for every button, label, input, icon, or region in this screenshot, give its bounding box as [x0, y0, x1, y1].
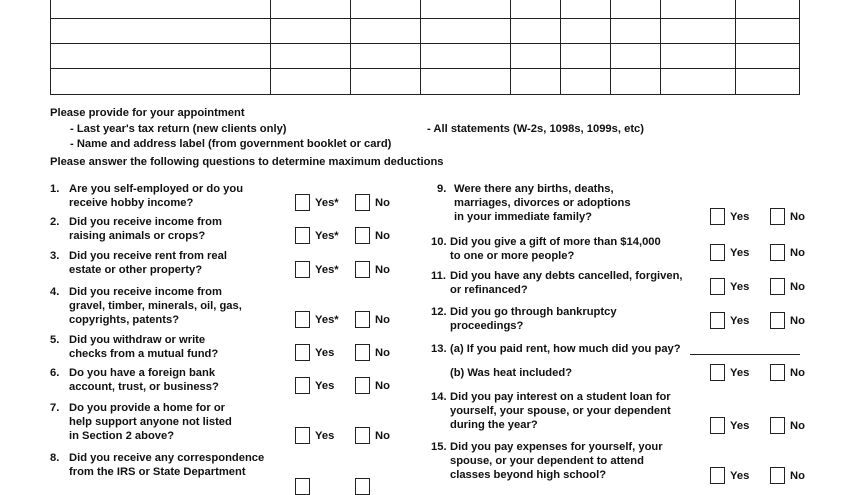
questions-heading: Please answer the following questions to determine maximum deductions — [50, 156, 444, 168]
question-text: from the IRS or State Department — [69, 466, 246, 478]
yes-label: Yes — [315, 430, 335, 442]
yes-checkbox[interactable] — [710, 417, 725, 434]
yes-label: Yes — [730, 247, 750, 259]
question-text: Did you receive income from — [69, 216, 222, 228]
table-col-divider — [350, 0, 351, 94]
question-text: in your immediate family? — [454, 211, 593, 223]
no-label: No — [790, 211, 805, 223]
question-number: 10. — [431, 236, 447, 248]
yes-checkbox[interactable] — [295, 344, 310, 361]
table-col-divider — [270, 0, 271, 94]
yes-checkbox[interactable] — [710, 244, 725, 261]
question-text: Did you pay interest on a student loan for — [450, 391, 671, 403]
no-label: No — [375, 230, 390, 242]
question-text: Did you have any debts cancelled, forgiven, — [450, 270, 683, 282]
no-checkbox[interactable] — [355, 377, 370, 394]
yes-checkbox[interactable] — [710, 208, 725, 225]
no-label: No — [790, 247, 805, 259]
question-text: account, trust, or business? — [69, 381, 219, 393]
dependents-table — [50, 0, 800, 95]
yes-label: Yes — [730, 367, 750, 379]
question-number: 8. — [50, 452, 60, 464]
no-checkbox[interactable] — [355, 194, 370, 211]
no-checkbox[interactable] — [770, 244, 785, 261]
yes-checkbox[interactable] — [295, 377, 310, 394]
question-number: 2. — [50, 216, 60, 228]
bring-item-statements: - All statements (W-2s, 1098s, 1099s, etc) — [427, 123, 644, 135]
question-text: Did you receive any correspondence — [69, 452, 265, 464]
rent-amount-input[interactable] — [690, 354, 800, 355]
question-number: 6. — [50, 367, 60, 379]
yes-label: Yes — [730, 420, 750, 432]
yes-checkbox[interactable] — [295, 427, 310, 444]
no-label: No — [375, 380, 390, 392]
yes-checkbox[interactable] — [295, 478, 310, 495]
question-text: Are you self-employed or do you — [69, 183, 244, 195]
question-text: to one or more people? — [450, 250, 575, 262]
yes-label: Yes — [730, 281, 750, 293]
yes-label: Yes* — [315, 314, 339, 326]
yes-checkbox[interactable] — [710, 278, 725, 295]
no-checkbox[interactable] — [355, 261, 370, 278]
question-number: 5. — [50, 334, 60, 346]
question-number: 15. — [431, 441, 447, 453]
table-col-divider — [420, 0, 421, 94]
no-checkbox[interactable] — [355, 311, 370, 328]
yes-checkbox[interactable] — [295, 227, 310, 244]
question-text: yourself, your spouse, or your dependent — [450, 405, 671, 417]
question-text: Did you go through bankruptcy — [450, 306, 617, 318]
no-checkbox[interactable] — [770, 312, 785, 329]
question-text: Were there any births, deaths, — [454, 183, 614, 195]
table-col-divider — [560, 0, 561, 94]
question-number: 4. — [50, 286, 60, 298]
question-text: Did you receive rent from real — [69, 250, 227, 262]
no-label: No — [375, 430, 390, 442]
no-label: No — [790, 315, 805, 327]
no-checkbox[interactable] — [355, 344, 370, 361]
no-checkbox[interactable] — [770, 278, 785, 295]
question-number: 3. — [50, 250, 60, 262]
no-label: No — [375, 314, 390, 326]
yes-label: Yes — [730, 470, 750, 482]
question-text: Did you give a gift of more than $14,000 — [450, 236, 661, 248]
yes-label: Yes — [730, 315, 750, 327]
appointment-heading: Please provide for your appointment — [50, 107, 245, 119]
yes-checkbox[interactable] — [295, 261, 310, 278]
question-text: estate or other property? — [69, 264, 203, 276]
no-checkbox[interactable] — [770, 417, 785, 434]
question-text: Did you receive income from — [69, 286, 222, 298]
no-label: No — [375, 197, 390, 209]
no-label: No — [790, 470, 805, 482]
table-col-divider — [735, 0, 736, 94]
question-text: spouse, or your dependent to attend — [450, 455, 644, 467]
yes-checkbox[interactable] — [295, 194, 310, 211]
table-col-divider — [660, 0, 661, 94]
question-text: gravel, timber, minerals, oil, gas, — [69, 300, 242, 312]
yes-checkbox[interactable] — [710, 467, 725, 484]
yes-label: Yes — [315, 380, 335, 392]
no-checkbox[interactable] — [770, 467, 785, 484]
yes-checkbox[interactable] — [710, 364, 725, 381]
question-text: marriages, divorces or adoptions — [454, 197, 631, 209]
no-checkbox[interactable] — [355, 478, 370, 495]
no-checkbox[interactable] — [770, 208, 785, 225]
yes-label: Yes — [315, 347, 335, 359]
question-text: raising animals or crops? — [69, 230, 206, 242]
question-text: Do you have a foreign bank — [69, 367, 216, 379]
question-text: Do you provide a home for or — [69, 402, 226, 414]
table-row-divider — [51, 43, 799, 44]
yes-label: Yes* — [315, 264, 339, 276]
no-checkbox[interactable] — [355, 427, 370, 444]
no-label: No — [375, 347, 390, 359]
no-label: No — [790, 367, 805, 379]
question-number: 11. — [431, 270, 446, 282]
table-col-divider — [610, 0, 611, 94]
question-text: receive hobby income? — [69, 197, 194, 209]
table-row-divider — [51, 18, 799, 19]
table-col-divider — [510, 0, 511, 94]
no-label: No — [375, 264, 390, 276]
question-text: or refinanced? — [450, 284, 528, 296]
no-label: No — [790, 281, 805, 293]
question-text: proceedings? — [450, 320, 524, 332]
bring-item-tax-return: - Last year's tax return (new clients only) — [70, 123, 287, 135]
question-number: 13. — [431, 343, 447, 355]
yes-label: Yes — [730, 211, 750, 223]
question-text: Did you pay expenses for yourself, your — [450, 441, 663, 453]
question-text: copyrights, patents? — [69, 314, 180, 326]
yes-checkbox[interactable] — [710, 312, 725, 329]
question-text: (b) Was heat included? — [450, 367, 573, 379]
question-number: 14. — [431, 391, 447, 403]
bring-item-address-label: - Name and address label (from government booklet or card) — [70, 138, 392, 150]
question-text: classes beyond high school? — [450, 469, 607, 481]
question-number: 7. — [50, 402, 60, 414]
question-text: Did you withdraw or write — [69, 334, 206, 346]
question-text: help support anyone not listed — [69, 416, 232, 428]
yes-label: Yes* — [315, 197, 339, 209]
yes-label: Yes* — [315, 230, 339, 242]
question-text: (a) If you paid rent, how much did you pay? — [450, 343, 681, 355]
table-row-divider — [51, 68, 799, 69]
question-number: 1. — [50, 183, 60, 195]
question-number: 9. — [437, 183, 447, 195]
no-checkbox[interactable] — [355, 227, 370, 244]
no-label: No — [790, 420, 805, 432]
question-text: during the year? — [450, 419, 538, 431]
question-number: 12. — [431, 306, 447, 318]
question-text: checks from a mutual fund? — [69, 348, 219, 360]
no-checkbox[interactable] — [770, 364, 785, 381]
question-text: in Section 2 above? — [69, 430, 175, 442]
yes-checkbox[interactable] — [295, 311, 310, 328]
